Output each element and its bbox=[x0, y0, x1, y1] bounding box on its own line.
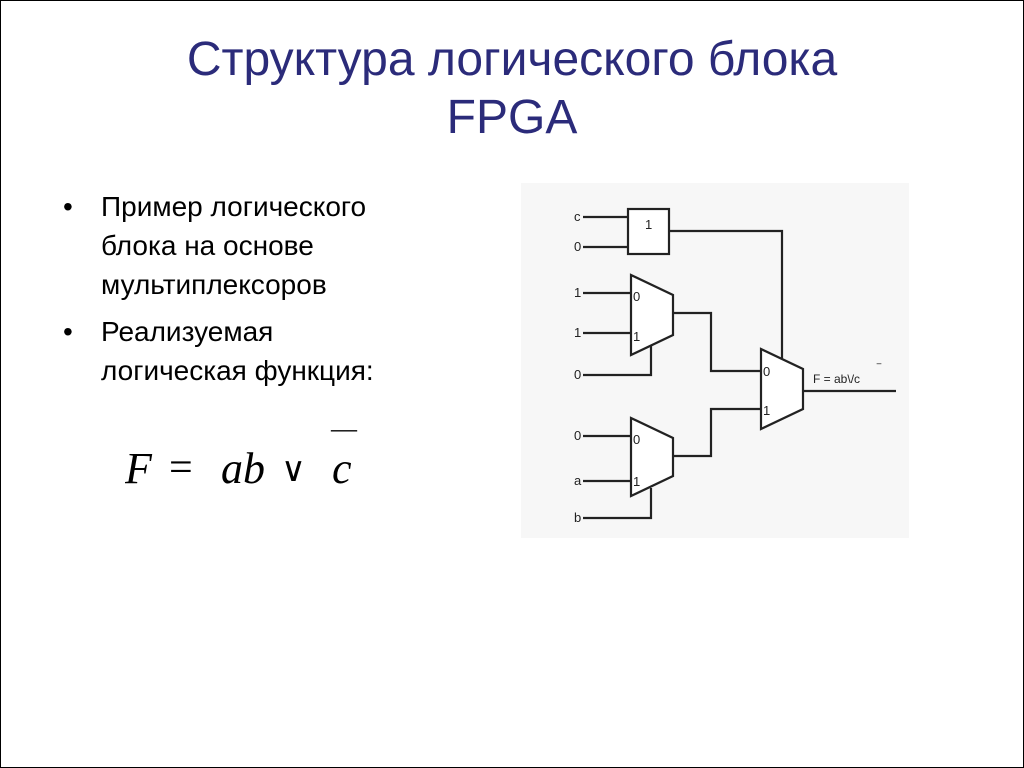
output-negation-bar: ‾ bbox=[877, 362, 881, 376]
formula-term: ab bbox=[221, 444, 265, 493]
bullet-marker: • bbox=[63, 316, 73, 347]
bullet-1-line-2: блока на основе bbox=[101, 230, 314, 261]
input-label-b: b bbox=[574, 510, 582, 525]
formula-negation-bar: — bbox=[331, 421, 357, 443]
or-gate-label: 1 bbox=[645, 217, 653, 232]
bullet-2-line-2: логическая функция: bbox=[101, 355, 374, 386]
mux-logic-block-diagram bbox=[521, 183, 909, 538]
bullet-list bbox=[61, 187, 481, 398]
input-label-a: a bbox=[574, 473, 582, 488]
bullet-item-1 bbox=[61, 187, 481, 304]
bullet-marker: • bbox=[63, 191, 73, 222]
mux-3-in0-label: 0 bbox=[763, 364, 771, 379]
formula-variable: c bbox=[332, 444, 352, 493]
mux-3-in1-label: 1 bbox=[763, 403, 771, 418]
bullet-item-2 bbox=[61, 312, 481, 390]
diagram-labels bbox=[574, 209, 882, 525]
mux-2-in1-label: 1 bbox=[633, 474, 641, 489]
input-label-0a: 0 bbox=[574, 239, 582, 254]
diagram-blocks bbox=[628, 209, 803, 496]
title-line-2: FPGA bbox=[446, 91, 578, 144]
input-label-1a: 1 bbox=[574, 285, 582, 300]
mux-1-in1-label: 1 bbox=[633, 329, 641, 344]
formula-lhs: F bbox=[125, 444, 152, 493]
bullet-2-line-1: Реализуемая bbox=[101, 316, 274, 347]
bullet-1-line-1: Пример логического bbox=[101, 191, 367, 222]
input-label-0b: 0 bbox=[574, 367, 582, 382]
bullet-1-line-3: мультиплексоров bbox=[101, 269, 327, 300]
formula-or-operator: ∨ bbox=[281, 450, 306, 490]
title-line-1: Структура логического блока bbox=[186, 33, 838, 86]
slide-title bbox=[1, 31, 1023, 147]
input-label-1b: 1 bbox=[574, 325, 582, 340]
mux-1-in0-label: 0 bbox=[633, 289, 641, 304]
formula bbox=[125, 421, 385, 501]
mux-2-in0-label: 0 bbox=[633, 432, 641, 447]
input-label-0c: 0 bbox=[574, 428, 582, 443]
input-label-c: c bbox=[574, 209, 581, 224]
formula-equals: = bbox=[169, 445, 193, 491]
output-label: F = ab\/c bbox=[813, 372, 861, 386]
